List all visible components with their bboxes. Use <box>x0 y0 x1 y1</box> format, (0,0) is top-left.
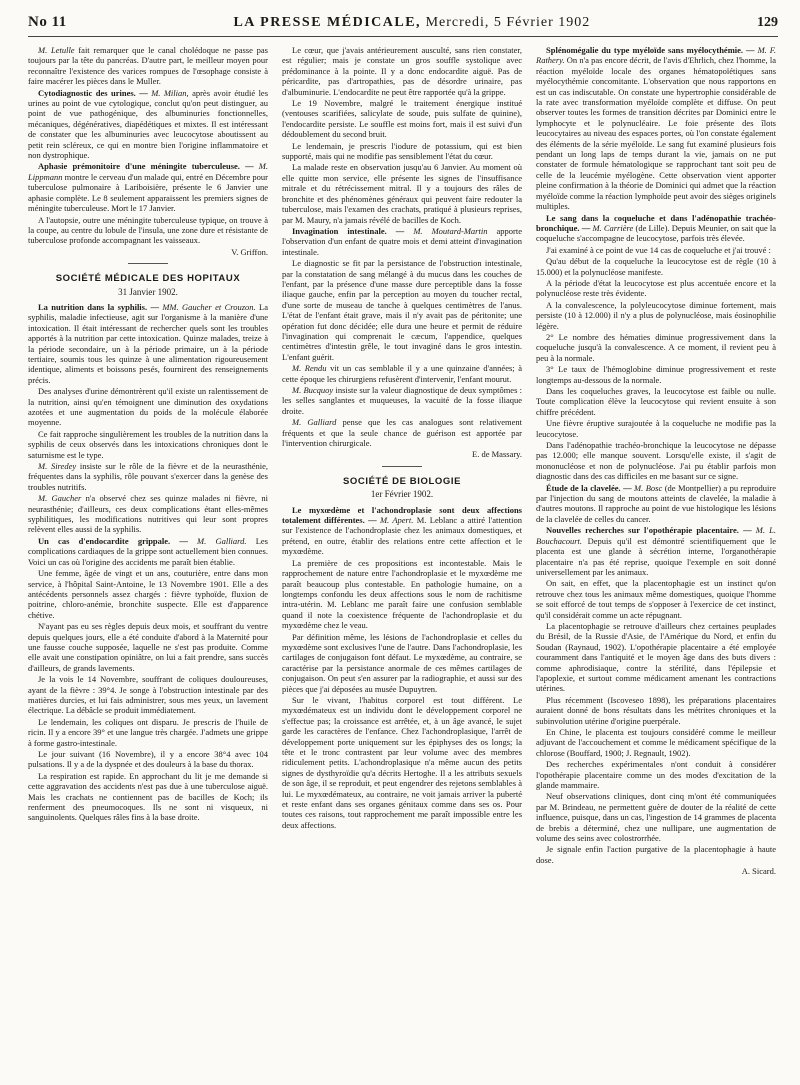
paragraph-text: On n'a pas encore décrit, de l'avis d'Ehrlich, chez l'homme, la réaction myéloïde locale des organes hématopoïétiques sans myélocythémie concomitante. L'observation que nous rapportons en est un cas indiscutable. On constate une hypertrophie considérable de la rate avec transformation myéloïde complète et diffuse. On peut observer toutes les formes de transition décrites par Dominici entre le lymphocyte et le polynucléaire. Le foie présente des îlots leucocytaires au niveau des espaces portes, où l'on constate également des éléments de la série myéloïde. Le sang fut examiné plusieurs fois pendant un long laps de temps durant la vie, jamais on ne put constater de formule hématologique se rapprochant tant soit peu de celle de la leucémie myélogène. Cette observation vient apporter pleine confirmation à la théorie de Dominici qui admet que la réaction myéloïde comme la réaction lymphoïde peut avoir des sièges originels multiples. <box>536 55 776 212</box>
article-heading: La nutrition dans la syphilis. — <box>38 301 159 312</box>
paragraph <box>28 461 268 492</box>
paragraph: Qu'au début de la coqueluche la leucocytose est de règle (10 à 15.000) et la polynucléose manifeste. <box>536 256 776 277</box>
paragraph: Des recherches expérimentales n'ont conduit à considérer l'opothérapie placentaire comme un des modes d'excitation de la glande mammaire. <box>536 759 776 791</box>
paragraph: Dans les coqueluches graves, la leucocytose est faible ou nulle. Toute complication élève la leucocytose qui revient ensuite à son chiffre précédent. <box>536 386 776 417</box>
signature: A. Sicard. <box>741 866 776 877</box>
paragraph: Le cœur, que j'avais antérieurement ausculté, sans rien constater, est régulier; mais je constate un gros souffle systolique avec prédominance à la pointe. Il y a donc endocardite aiguë. Pas de péricardite, pas d'artropathies, pas de désordre urinaire, pas d'albuminurie. L'endocardite ne peut être rapportée qu'à la grippe. <box>282 45 522 97</box>
divider <box>128 263 168 264</box>
paragraph <box>28 302 268 385</box>
paragraph <box>28 536 268 567</box>
paragraph-text: apporte l'observation d'un enfant de quatre mois et demi atteint d'invagination intestinale. <box>282 225 522 257</box>
column-2 <box>282 45 522 1085</box>
paragraph-text: montre le cerveau d'un malade qui, entré en Décembre pour tuberculose pulmonaire à Lariboisière, présente le 6 Janvier une aphasie complète. Le 8 seulement apparaissent les premiers signes de méningite tuberculeuse. Mort le 17 Janvier. <box>28 171 268 214</box>
signature: V. Griffon. <box>231 246 268 257</box>
paragraph <box>536 525 776 577</box>
paragraph <box>536 483 776 525</box>
paragraph-text: Les complications cardiaques de la grippe sont actuellement bien connues. Voici un cas où l'origine des accidents me paraît bien établie. <box>28 535 268 567</box>
paragraph: En Chine, le placenta est toujours considéré comme le meilleur adjuvant de l'accouchement et comme le médicament spécifique de la chlorose (Bouffard, 1900; J. Regnault, 1902). <box>536 727 776 758</box>
author-name: M. L. Bouchacourt. <box>536 525 776 546</box>
paragraph: Ce fait rapproche singulièrement les troubles de la nutrition dans la syphilis de ceux observés dans les intoxications chroniques dont le saturnisme est le type. <box>28 428 268 460</box>
page-number: 129 <box>757 15 778 30</box>
author-name: M. Galliard. <box>197 535 247 546</box>
column-3 <box>536 45 776 1085</box>
paragraph-text: n'a observé chez ses quinze malades ni fièvre, ni neurasthénie; d'ailleurs, ces deux complications étant elles-mêmes syphilitiques, les modifications nutritives qui leur sont propres relèvent elles aussi de la syphilis. <box>28 493 268 535</box>
paragraph: Une fièvre éruptive surajoutée à la coqueluche ne modifie pas la leucocytose. <box>536 418 776 439</box>
paragraph: Le diagnostic se fit par la persistance de l'obstruction intestinale, par la constatation de sang mélangé à du mucus dans les couches de l'enfant, par la présence d'une masse dure perceptible dans la fosse iliaque gauche, enfin par la perception au moyen du toucher rectal, d'une sorte de museau de tanche à quelques centimètres de l'anus. L'état de l'enfant était grave, mais il n'y avait pas de péritonite; une opération fut donc décidée; elle dura une heure et permit de réduire l'invagination qui comprenait le cæcum, l'appendice, quelques centimètres d'intestin grêle, le tout invaginé dans le gros intestin. L'enfant guérit. <box>282 258 522 362</box>
paragraph <box>282 363 522 384</box>
paragraph-text: pense que les cas analogues sont relativement fréquents et que la seule chance de guérison est apportée par l'intervention chirurgicale. <box>282 417 522 449</box>
author-name: M. Rendu <box>292 363 327 374</box>
author-name: M. Apert. <box>379 515 414 526</box>
paragraph: Neuf observations cliniques, dont cinq m'ont été communiquées par M. Brindeau, ne permettent guère de douter de la réalité de cette influence, puisque, dans un cas, l'ingestion de 14 grammes de placenta de brebis a déterminé, chez une nullipare, une augmentation de volume des seins avec colostrorrhée. <box>536 791 776 844</box>
author-name: M. F. Rathery. <box>536 45 776 66</box>
paragraph: Je signale enfin l'action purgative de la placentophagie à haute dose. <box>536 844 776 865</box>
author-name: M. Galliard <box>292 417 337 428</box>
paragraph: J'ai examiné à ce point de vue 14 cas de coqueluche et j'ai trouvé : <box>546 244 771 255</box>
paragraph: Le lendemain, je prescris l'iodure de potassium, qui est bien supporté, mais qui ne modifie pas sensiblement l'état du cœur. <box>282 140 522 162</box>
paragraph-text: La syphilis, maladie infectieuse, agit sur l'organisme à la manière d'une intoxication. Il était intéressant de rechercher quels sont les troubles apportés à la nutrition par cette intoxication. Quinze malades, treize à la période secondaire, un à la période primaire, un à la période tertiaire, soumis tous les quinze à une alimentation rigoureusement identique, aliments et boissons pesés, fournirent des renseignements précis. <box>28 301 268 385</box>
paragraph: Dans l'adénopathie trachéo-bronchique la leucocytose ne dépasse pas 12.000; elle manque souvent. Lorsqu'elle existe, il s'agit de mononucléose et non de polynucléose. J'ai pu établir parfois mon diagnostic dans des cas difficiles en me basant sur ce signe. <box>536 440 776 482</box>
paragraph: On sait, en effet, que la placentophagie est un instinct qu'on retrouve chez tous les animaux même domestiques, quoique l'homme se soit efforcé de tout temps de s'opposer à l'exercice de cet instinct, qu'il considérait comme un acte répugnant. <box>536 578 776 620</box>
author-name: M. Siredey <box>38 461 77 472</box>
paragraph <box>282 226 522 257</box>
paragraph: N'ayant pas eu ses règles depuis deux mois, et souffrant du ventre depuis quelques jours, elle a été conduite d'abord à la Maternité pour une fausse couche supposée, laquelle ne s'est pas produite. Comme elle avait une constipation opiniâtre, on lui a fait prendre, sans succès d'ailleurs, de grands lavements. <box>28 621 268 673</box>
paragraph <box>28 45 268 87</box>
author-name: M. Milian, <box>151 87 189 98</box>
paragraph: Plus récemment (Iscoveseo 1898), les préparations placentaires auraient donné de bons résultats dans les métrites chroniques et la subinvolution utérine d'origine puerpérale. <box>536 694 776 726</box>
section-title: SOCIÉTÉ DE BIOLOGIE <box>342 475 462 487</box>
article-heading: Le sang dans la coqueluche et dans l'adénopathie trachéo-bronchique. — <box>536 212 776 233</box>
text-columns <box>28 45 778 1085</box>
author-name: M. Carrière <box>592 222 634 233</box>
paragraph-text: (de Montpellier) a pu reproduire par l'injection du sang de moutons atteints de clavelée, la maladie à d'autres moutons. Il rapproche au point de vue histologique les lésions de la clavelée de celles du cancer. <box>536 482 776 524</box>
paragraph: A la période d'état la leucocytose est plus accentuée encore et la polynucléose reste très évidente. <box>536 277 776 299</box>
paragraph: La respiration est rapide. En approchant du lit je me demande si cette aggravation des accidents n'est pas due à une tuberculose aiguë. Mais les crachats ne contiennent pas de bacilles de Koch; ils renferment des pneumocoques. Ils ne sont ni visqueux, ni sanguinolents. Quelques râles fins à la base droite. <box>28 770 268 823</box>
article-heading: Cytodiagnostic des urines. — <box>38 87 148 98</box>
paragraph <box>28 88 268 161</box>
paragraph-text: insiste sur le rôle de la fièvre et de la neurasthénie, fréquentes dans la syphilis, rôle pouvant s'exercer dans la genèse des troubles nutritifs. <box>28 461 268 492</box>
author-name: M. Lippmann <box>28 161 268 182</box>
section-title: SOCIÉTÉ MÉDICALE DES HOPITAUX <box>55 273 241 285</box>
column-1 <box>28 45 268 1085</box>
article-heading: Splénomégalie du type myéloïde sans myélocythémie. — <box>546 45 755 55</box>
paragraph <box>282 417 522 448</box>
paragraph: Une femme, âgée de vingt et un ans, couturière, entre dans mon service, à l'hôpital Saint-Antoine, le 13 Novembre 1901. Elle a des antécédents personnels assez chargés : fièvre typhoïde, fluxion de poitrine, chloro-anémie, bronchite suspecte. Elle est d'apparence chétive. <box>28 568 268 620</box>
author-name: MM. Gaucher et Crouzon. <box>162 301 256 312</box>
section-date: 31 Janvier 1902. <box>118 286 178 297</box>
paragraph: La placentophagie se retrouve d'ailleurs chez certaines peuplades du Brésil, de la Russie d'Asie, de l'Amérique du Nord, et enfin du Soudan (Raynaud, 1902). L'opothérapie placentaire a été employée couramment dans l'antiquité et le moyen âge dans des buts divers : comme aphrodisiaque, contre la stérilité, dans l'épilepsie et l'apoplexie, et surtout comme médicament amenant les contractions utérines. <box>536 620 776 694</box>
paragraph: Le jour suivant (16 Novembre), il y a encore 38°4 avec 104 pulsations. Il y a de la dyspnée et des douleurs à la base du thorax. <box>28 749 268 770</box>
paragraph <box>282 385 522 416</box>
paragraph-text: fait remarquer que le canal cholédoque ne passe pas toujours par la tête du pancréas. D'autre part, le meilleur moyen pour reconnaître l'existence des varices rompues de l'œsophage consiste à faire macérer les pièces dans le Muller. <box>28 45 268 87</box>
author-name: M. Moutard-Martin <box>413 225 488 236</box>
paragraph: La malade reste en observation jusqu'au 6 Janvier. Au moment où elle quitte mon service, elle présente les signes de l'insuffisance mitrale et du rétrécissement mitral. Il y a toujours des râles de bronchite et des phénomènes généraux qui peuvent faire redouter la tuberculose, mais l'examen des crachats, pratiqué à plusieurs reprises, par M. Maury, n'a jamais révélé de bacilles de Koch. <box>282 162 522 225</box>
masthead <box>28 14 778 37</box>
paragraph: Le 19 Novembre, malgré le traitement énergique institué (ventouses scarifiées, salicylate de soude, puis sulfate de quinine), l'endocardite persiste. Le souffle est moins fort, mais il est suivi d'un dédoublement du second bruit. <box>282 98 522 140</box>
paragraph-text: vit un cas semblable il y a une quinzaine d'années; à cette époque les chirurgiens refusèrent d'intervenir, l'enfant mourut. <box>282 363 522 384</box>
article-heading: Le myxœdème et l'achondroplasie sont deux affections totalement différentes. — <box>282 504 522 526</box>
article-heading: Un cas d'endocardite grippale. — <box>38 535 188 546</box>
article-heading: Aphasie prémonitoire d'une méningite tuberculeuse. — <box>38 161 254 172</box>
paragraph: A la convalescence, la polyleucocytose diminue fortement, mais persiste (10 à 12.000) il n'y a plus de polynucléose, mais éosinophilie légère. <box>536 299 776 331</box>
issue-date: Mercredi, 5 Février 1902 <box>425 15 591 30</box>
paragraph-text: insiste sur la valeur diagnostique de deux symptômes : les selles sanglantes et muqueuses, la vacuité de la fosse iliaque droite. <box>282 385 522 416</box>
article-heading: Étude de la clavelée. — <box>546 482 632 493</box>
paragraph <box>536 45 776 212</box>
paragraph: 2° Le nombre des hématies diminue progressivement dans la coqueluche jusqu'à la convalescence. A ce moment, il revient peu à peu à la normale. <box>536 331 776 363</box>
paragraph: Le lendemain, les coliques ont disparu. Je prescris de l'huile de ricin. Il y a encore 39° et une langue très chargée. J'admets une grippe à forme gastro-intestinale. <box>28 716 268 748</box>
paragraph: Sur le vivant, l'habitus corporel est tout différent. Le myxœdémateux est un individu dont le développement corporel ne s'effectue pas; la croissance est arrêtée, et, à un âge avancé, le sujet garde les caractères de l'enfance. Chez l'achondroplasique, l'arrêt de développement porte uniquement sur les épiphyses des os longs; la tête et le tronc contrastent par leur volume avec des membres ridiculement petits. L'achondroplasique n'a même aucun des petits signes de dysthyroïdie qu'a décrits Hertoghe. Il a les attributs sexuels de son âge, il se reproduit, et peut engendrer des rejetons semblables à lui. Le myxœdémateux, au contraire, ne voit jamais arriver la puberté et reste enfant dans ses organes génitaux comme dans ses os. Pour toutes ces raisons, tout rapprochement me paraît impossible entre les deux affections. <box>282 694 522 830</box>
paragraph-text: Depuis qu'il est démontré scientifiquement que le placenta est une glande à sécrétion interne, l'organothérapie placentaire n'a pas été reprise, quoique l'exemple en soit donné universellement par les animaux. <box>536 535 776 577</box>
author-name: M. Bosc <box>634 482 663 493</box>
paragraph: 3° Le taux de l'hémoglobine diminue progressivement et reste longtemps au-dessous de la normale. <box>536 364 776 385</box>
paragraph: A l'autopsie, outre une méningite tuberculeuse typique, on trouve à la coupe, au centre du lobule de l'insula, une zone dure et résistante de tuberculose profonde accompagnant les vaisseaux. <box>28 214 268 246</box>
author-name: M. Gaucher <box>38 493 82 504</box>
author-name: M. Letulle <box>38 45 75 55</box>
article-heading: Invagination intestinale. — <box>292 225 405 236</box>
paragraph <box>28 493 268 535</box>
journal-name: LA PRESSE MÉDICALE, <box>233 15 422 30</box>
article-heading: Nouvelles recherches sur l'opothérapie placentaire. — <box>546 525 752 536</box>
section-date: 1er Février 1902. <box>370 489 434 500</box>
paragraph-text: M. Leblanc a attiré l'attention sur l'existence de l'achondroplasie chez les animaux domestiques, et prétend, en outre, établir des relations entre cette affection et le myxœdème. <box>282 515 522 557</box>
paragraph-text: (de Lille). Depuis Meunier, on sait que la coqueluche s'accompagne de leucocytose, parfois très élevée. <box>536 222 776 244</box>
paragraph <box>28 161 268 213</box>
paragraph: Par définition même, les lésions de l'achondroplasie et celles du myxœdème sont exclusives l'une de l'autre. Dans l'achondroplasie, les cartilages de conjugaison font défaut. Le myxœdème, au contraire, se caractérise par la persistance anormale de ces mêmes cartilages de conjugaison. On peut s'en assurer par la radiographie, et aussi sur des pièces que j'ai déposées au musée Dupuytren. <box>282 631 522 694</box>
paragraph: Je la vois le 14 Novembre, souffrant de coliques douloureuses, ayant de la fièvre : 39°4. Je songe à l'obstruction intestinale par des matières durcies, et lui fais administrer, sous mes yeux, un lavement électrique. La débâcle se produit immédiatement. <box>28 674 268 716</box>
paragraph: Des analyses d'urine démontrèrent qu'il existe un ralentissement de la nutrition, ainsi qu'en témoignent une diminution des oxydations azotées et une augmentation du poids de la molécule élaborée moyenne. <box>28 386 268 428</box>
divider <box>382 466 422 467</box>
signature: E. de Massary. <box>472 449 522 460</box>
paragraph: La première de ces propositions est incontestable. Mais le rapprochement de nature entre l'achondroplasie et le myxœdème me paraît beaucoup plus contestable. En pathologie humaine, on a longtemps confondu les deux affections sous le nom de rachitisme intra-utérin. M. Leblanc me paraît faire une confusion semblable quand il note la coexistence fréquente de l'achondroplasie et du myxœdème chez le veau. <box>282 557 522 631</box>
issue-number: No 11 <box>28 14 67 30</box>
paragraph <box>536 213 776 244</box>
paragraph <box>282 505 522 557</box>
journal-title <box>233 15 590 31</box>
paragraph-text: après avoir étudié les urines au point de vue cytologique, conclut qu'on peut distinguer, au point de vue pathogénique, des albuminuries fonctionnelles, mécaniques, dégénératives, diapédétiques et mixtes. Il est intéressant de constater que les albuminuries avec leucocytose aboutissent au petit rein scléreux, ce qui en montre bien l'origine inflammatoire et non dystrophique. <box>28 87 268 161</box>
author-name: M. Bucquoy <box>292 385 334 395</box>
